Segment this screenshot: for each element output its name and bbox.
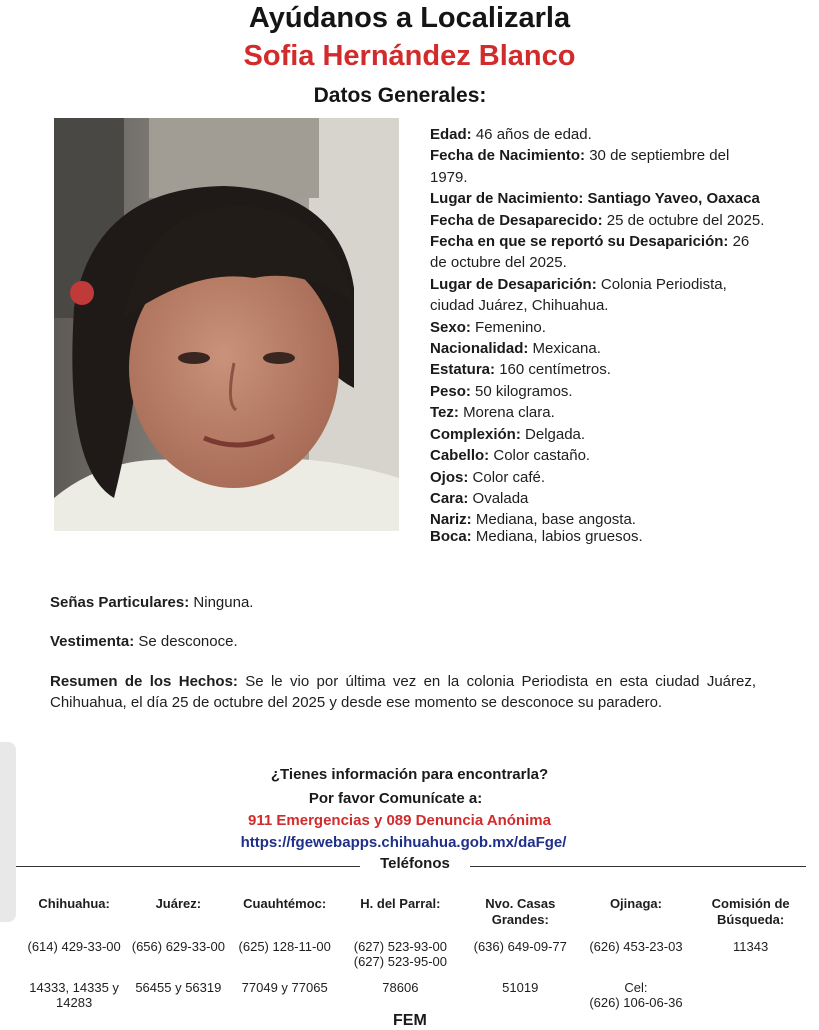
col-cuauhtemoc: Cuauhtémoc: xyxy=(243,896,327,911)
detail-complexion: Complexión: Delgada. xyxy=(430,425,586,443)
phone-cell: 11343 xyxy=(733,939,769,954)
phone-cell: 14333, 14335 y 14283 xyxy=(29,980,119,1010)
detail-cara: Cara: Ovalada xyxy=(430,489,529,507)
detail-nariz: Nariz: Mediana, base angosta. xyxy=(430,511,636,529)
phone-cell: (625) 128-11-00 xyxy=(238,939,331,954)
col-chihuahua: Chihuahua: xyxy=(38,896,110,911)
contact-call: Por favor Comunícate a: xyxy=(308,790,483,807)
detail-tez: Tez: Morena clara. xyxy=(430,404,555,422)
detail-peso: Peso: 50 kilogramos. xyxy=(430,382,573,400)
col-parral: H. del Parral: xyxy=(360,896,441,911)
phone-cell: (656) 629-33-00 xyxy=(131,939,225,954)
phone-cell: 51019 xyxy=(502,980,539,995)
detail-lugar-desaparicion: Lugar de Desaparición: Colonia Periodista, ciudad Juárez, Chihuahua. xyxy=(430,275,727,315)
page-title: Ayúdanos a Localizarla xyxy=(248,2,571,34)
detail-estatura: Estatura: 160 centímetros. xyxy=(430,361,611,379)
details-list xyxy=(430,124,770,547)
phone-cell: 78606 xyxy=(382,980,419,995)
phones-header-row xyxy=(22,896,808,936)
detail-boca: Boca: Mediana, labios gruesos. xyxy=(430,527,643,545)
phones-table xyxy=(22,896,808,1010)
detail-fecha-desaparecido: Fecha de Desaparecido: 25 de octubre del 2025. xyxy=(430,211,765,229)
footer-partial-text: FEM xyxy=(393,1012,427,1029)
detail-cabello: Cabello: Color castaño. xyxy=(430,447,591,465)
phone-cell: (614) 429-33-00 xyxy=(27,939,121,954)
detail-fecha-nacimiento: Fecha de Nacimiento: 30 de septiembre del 1979. xyxy=(430,147,730,186)
phone-cell: (636) 649-09-77 xyxy=(473,939,567,954)
col-comision-busqueda: Comisión de Búsqueda: xyxy=(711,896,790,927)
col-juarez: Juárez: xyxy=(155,896,202,911)
col-ojinaga: Ojinaga: xyxy=(609,896,662,911)
phone-cell: (626) 453-23-03 xyxy=(589,939,683,954)
phone-cell: Cel: (626) 106-06-36 xyxy=(589,980,683,1010)
phone-cell: 56455 y 56319 xyxy=(135,980,222,995)
detail-ojos: Ojos: Color café. xyxy=(430,468,546,486)
detail-edad: Edad: 46 años de edad. xyxy=(430,126,592,143)
detail-fecha-reporte: Fecha en que se reportó su Desaparición: 26 de octubre del 2025. xyxy=(430,233,750,272)
phones-row-2 xyxy=(22,976,808,1010)
detail-lugar-nacimiento: Lugar de Nacimiento: Santiago Yaveo, Oaxaca xyxy=(430,190,760,208)
side-scroll-tab[interactable] xyxy=(0,742,16,922)
detail-nacionalidad: Nacionalidad: Mexicana. xyxy=(430,340,601,358)
phone-cell: 77049 y 77065 xyxy=(241,980,328,995)
report-url-link[interactable]: https://fgewebapps.chihuahua.gob.mx/daFge/ xyxy=(240,834,567,851)
section-heading: Datos Generales: xyxy=(313,84,487,107)
emergency-numbers: 911 Emergencias y 089 Denuncia Anónima xyxy=(248,812,551,829)
phone-cell xyxy=(693,976,808,1010)
contact-question: ¿Tienes información para encontrarla? xyxy=(270,766,549,783)
senas-particulares: Señas Particulares: Ninguna. xyxy=(50,594,254,611)
portrait-photo xyxy=(54,118,399,531)
phones-row-1 xyxy=(22,936,808,976)
col-nvo-casas-grandes: Nvo. Casas Grandes: xyxy=(485,896,556,927)
phones-title: Teléfonos xyxy=(360,855,470,877)
phone-cell: (627) 523-93-00 (627) 523-95-00 xyxy=(353,939,447,969)
vestimenta: Vestimenta: Se desconoce. xyxy=(50,633,238,650)
resumen-hechos: Resumen de los Hechos: Se le vio por última vez en la colonia Periodista en esta ciudad Juárez, Chihuahua, el día 25 de octubre del 2025 y desde ese momento se desconoce su paradero. xyxy=(50,673,757,711)
detail-sexo: Sexo: Femenino. xyxy=(430,318,546,336)
missing-person-name: Sofia Hernández Blanco xyxy=(243,40,576,72)
